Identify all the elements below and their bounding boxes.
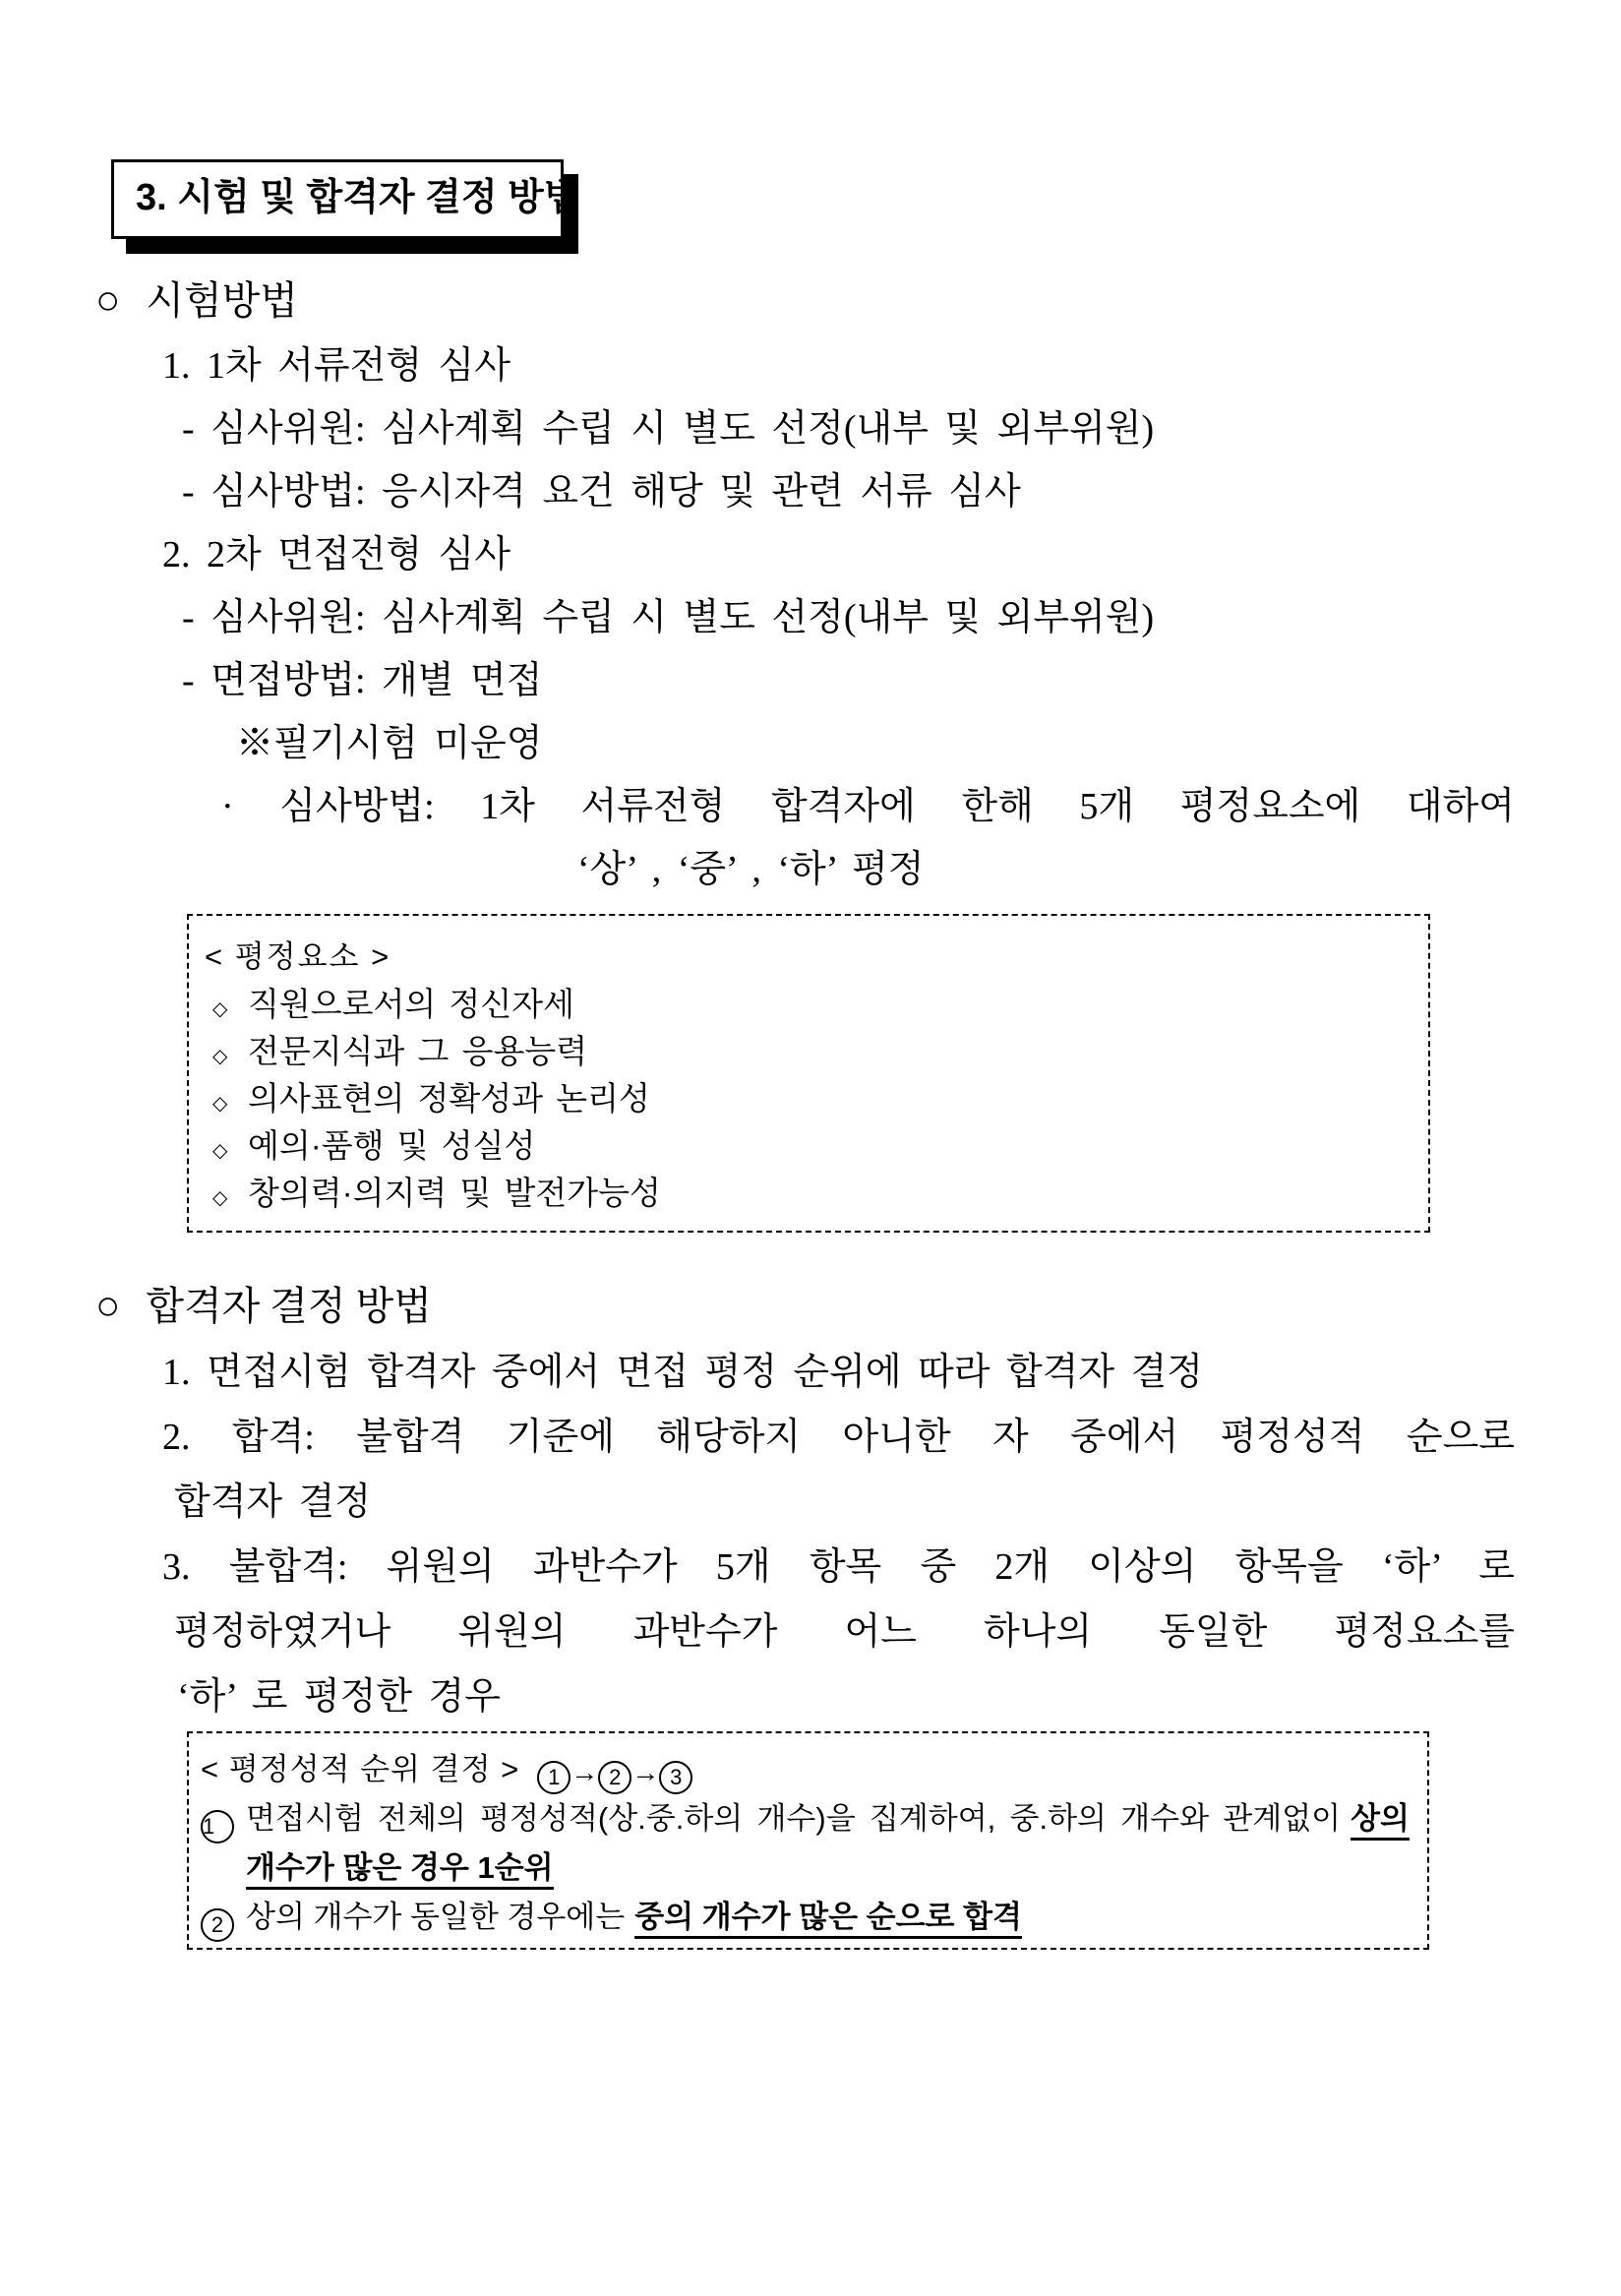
rating-factor-text: 창의력·의지력 및 발전가능성 [248, 1175, 661, 1211]
list-line: 3. 불합격: 위원의 과반수가 5개 항목 중 2개 이상의 항목을 ‘하’ 로 [162, 1546, 1515, 1588]
rating-factor-text: 직원으로서의 정신자세 [248, 986, 574, 1022]
circled-2-icon: 2 [201, 1908, 234, 1942]
pass-decision-heading [95, 1273, 1621, 1340]
ranking-rule-emphasis: 상의 [1351, 1801, 1410, 1841]
ranking-rule-header [201, 1745, 1410, 1794]
list-line-continuation: 평정하였거나 위원의 과반수가 어느 하나의 동일한 평정요소를 [174, 1611, 1515, 1653]
rating-factor-text: 의사표현의 정확성과 논리성 [248, 1080, 650, 1117]
section-title-box [111, 159, 580, 239]
list-line: - 심사방법: 응시자격 요건 해당 및 관련 서류 심사 [182, 471, 1021, 513]
list-line-note: ※필기시험 미운영 [236, 723, 543, 764]
list-line-rating-scale: ‘상’ , ‘중’ , ‘하’ 평정 [577, 849, 925, 890]
list-line: 1. 1차 서류전형 심사 [162, 345, 510, 387]
ranking-rule-emphasis: 중의 개수가 많은 순으로 합격 [634, 1900, 1022, 1939]
circled-3-icon: 3 [659, 1761, 692, 1794]
diamond-bullet-icon: ◇ [212, 1187, 228, 1209]
list-line: 2. 합격: 불합격 기준에 해당하지 아니한 자 중에서 평정성적 순으로 [162, 1417, 1515, 1458]
list-line: - 심사위원: 심사계획 수립 시 별도 선정(내부 및 외부위원) [182, 597, 1155, 638]
circle-bullet-icon: ○ [95, 1284, 121, 1329]
list-line: 2. 2차 면접전형 심사 [162, 534, 510, 575]
rating-factor-item [205, 1028, 1409, 1075]
ranking-rule-item [201, 1893, 1410, 1942]
list-line-continuation: 합격자 결정 [174, 1481, 372, 1523]
ranking-rule-box [187, 1731, 1429, 1950]
ranking-rule-item-continuation [201, 1843, 1410, 1893]
ranking-rule-header-label: < 평정성적 순위 결정 > [201, 1752, 520, 1786]
rating-factor-item [205, 1170, 1409, 1217]
pass-decision-heading-text: 합격자 결정 방법 [146, 1284, 432, 1328]
arrow-icon: → [631, 1757, 660, 1787]
arrow-icon: → [570, 1757, 599, 1787]
diamond-bullet-icon: ◇ [212, 998, 228, 1020]
exam-method-heading-text: 시험방법 [146, 278, 298, 323]
diamond-bullet-icon: ◇ [212, 1093, 228, 1115]
rating-factor-text: 전문지식과 그 응용능력 [248, 1033, 588, 1069]
diamond-bullet-icon: ◇ [212, 1140, 228, 1162]
ranking-rule-emphasis: 개수가 많은 경우 1순위 [246, 1850, 554, 1890]
rating-factor-item [205, 981, 1409, 1028]
rating-factor-item [205, 1122, 1409, 1170]
list-line: - 면접방법: 개별 면접 [182, 660, 543, 701]
ranking-rule-text: 면접시험 전체의 평정성적(상.중.하의 개수)을 집계하여, 중.하의 개수와 관계없이 [246, 1801, 1342, 1836]
rating-factor-item [205, 1075, 1409, 1122]
list-line-continuation: ‘하’ 로 평정한 경우 [177, 1676, 501, 1718]
circled-2-icon: 2 [598, 1761, 631, 1794]
ranking-rule-text: 상의 개수가 동일한 경우에는 [246, 1900, 626, 1934]
circled-1-icon: 1 [201, 1810, 234, 1843]
rating-factors-header: < 평정요소 > [205, 939, 391, 974]
circle-bullet-icon: ○ [95, 278, 121, 324]
exam-method-heading [95, 268, 1621, 334]
rating-factors-box [187, 914, 1430, 1233]
list-line: · 심사방법: 1차 서류전형 합격자에 한해 5개 평정요소에 대하여 [221, 786, 1515, 827]
rating-factor-text: 예의·품행 및 성실성 [248, 1127, 536, 1164]
ranking-rule-item [201, 1794, 1410, 1843]
section-title: 3. 시험 및 합격자 결정 방법 [136, 177, 580, 218]
list-line: 1. 면접시험 합격자 중에서 면접 평정 순위에 따라 합격자 결정 [162, 1352, 1203, 1393]
diamond-bullet-icon: ◇ [212, 1046, 228, 1067]
list-line: - 심사위원: 심사계획 수립 시 별도 선정(내부 및 외부위원) [182, 408, 1155, 450]
circled-1-icon: 1 [537, 1761, 570, 1794]
